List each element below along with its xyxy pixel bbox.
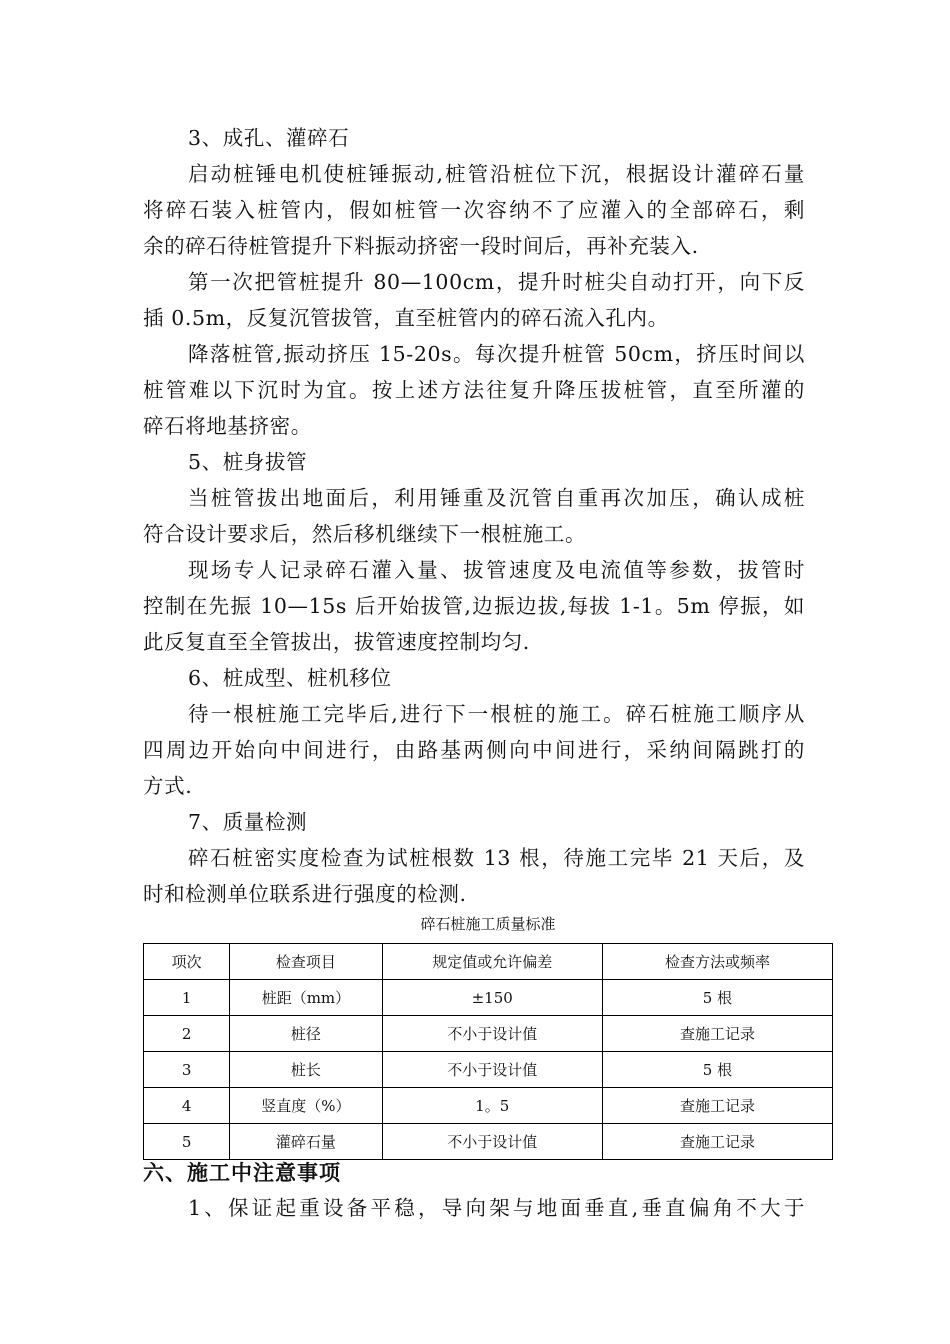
table-cell: 查施工记录 — [602, 1088, 832, 1124]
paragraph-line: 四周边开始向中间进行，由路基两侧向中间进行，采纳间隔跳打的 — [143, 738, 805, 762]
table-row — [144, 1016, 833, 1052]
paragraph-line: 将碎石装入桩管内，假如桩管一次容纳不了应灌入的全部碎石，剩 — [143, 198, 805, 222]
paragraph-line: 控制在先振 10—15s 后开始拔管,边振边拔,每拔 1-1。5m 停振，如 — [143, 594, 805, 618]
table-cell: 不小于设计值 — [382, 1052, 602, 1088]
step-heading-7: 7、质量检测 — [188, 810, 308, 834]
table-header-row — [144, 944, 833, 980]
table-header-cell: 项次 — [144, 944, 230, 980]
paragraph-line: 待一根桩施工完毕后,进行下一根桩的施工。碎石桩施工顺序从 — [188, 702, 805, 726]
table-row — [144, 980, 833, 1016]
table-row — [144, 1052, 833, 1088]
section-heading: 六、施工中注意事项 — [143, 1160, 341, 1185]
table-header-cell: 检查方法或频率 — [602, 944, 832, 980]
quality-standard-table — [143, 943, 833, 1160]
table-cell: 桩距（mm） — [230, 980, 382, 1016]
table-cell: 4 — [144, 1088, 230, 1124]
paragraph-line: 当桩管拔出地面后，利用锤重及沉管自重再次加压，确认成桩 — [188, 486, 805, 510]
table-cell: ±150 — [382, 980, 602, 1016]
paragraph-line: 降落桩管,振动挤压 15-20s。每次提升桩管 50cm，挤压时间以 — [188, 342, 805, 366]
table-cell: 竖直度（%） — [230, 1088, 382, 1124]
table-cell: 2 — [144, 1016, 230, 1052]
paragraph-line: 碎石将地基挤密。 — [143, 414, 312, 438]
table-cell: 灌碎石量 — [230, 1124, 382, 1160]
step-heading-5: 5、桩身拔管 — [188, 450, 308, 474]
table-cell: 3 — [144, 1052, 230, 1088]
table-cell: 不小于设计值 — [382, 1016, 602, 1052]
table-header-cell: 检查项目 — [230, 944, 382, 980]
paragraph-line: 现场专人记录碎石灌入量、拔管速度及电流值等参数，拔管时 — [188, 558, 805, 582]
table-cell: 不小于设计值 — [382, 1124, 602, 1160]
table-cell: 查施工记录 — [602, 1124, 832, 1160]
paragraph-line: 桩管难以下沉时为宜。按上述方法往复升降压拔桩管，直至所灌的 — [143, 378, 805, 402]
paragraph-line: 第一次把管桩提升 80—100cm，提升时桩尖自动打开，向下反 — [188, 270, 805, 294]
table-cell: 桩长 — [230, 1052, 382, 1088]
paragraph-line: 时和检测单位联系进行强度的检测. — [143, 882, 467, 906]
table-caption: 碎石桩施工质量标准 — [420, 915, 556, 933]
table-cell: 5 根 — [602, 1052, 832, 1088]
step-heading-3: 3、成孔、灌碎石 — [188, 126, 350, 150]
table-header-cell: 规定值或允许偏差 — [382, 944, 602, 980]
table-cell: 5 根 — [602, 980, 832, 1016]
step-heading-6: 6、桩成型、桩机移位 — [188, 666, 392, 690]
table-cell: 1 — [144, 980, 230, 1016]
table-cell: 桩径 — [230, 1016, 382, 1052]
table-cell: 1。5 — [382, 1088, 602, 1124]
paragraph-line: 启动桩锤电机使桩锤振动,桩管沿桩位下沉，根据设计灌碎石量 — [188, 162, 805, 186]
paragraph-line: 余的碎石待桩管提升下料振动挤密一段时间后，再补充装入. — [143, 234, 699, 258]
paragraph-line: 方式. — [143, 774, 193, 798]
table-cell: 5 — [144, 1124, 230, 1160]
paragraph-line: 1、保证起重设备平稳，导向架与地面垂直,垂直偏角不大于 — [188, 1196, 805, 1220]
paragraph-line: 碎石桩密实度检查为试桩根数 13 根，待施工完毕 21 天后，及 — [188, 846, 805, 870]
paragraph-line: 符合设计要求后，然后移机继续下一根桩施工。 — [143, 522, 587, 546]
paragraph-line: 此反复直至全管拔出，拔管速度控制均匀. — [143, 630, 530, 654]
table-cell: 查施工记录 — [602, 1016, 832, 1052]
paragraph-line: 插 0.5m，反复沉管拔管，直至桩管内的碎石流入孔内。 — [143, 306, 669, 330]
table-row — [144, 1088, 833, 1124]
